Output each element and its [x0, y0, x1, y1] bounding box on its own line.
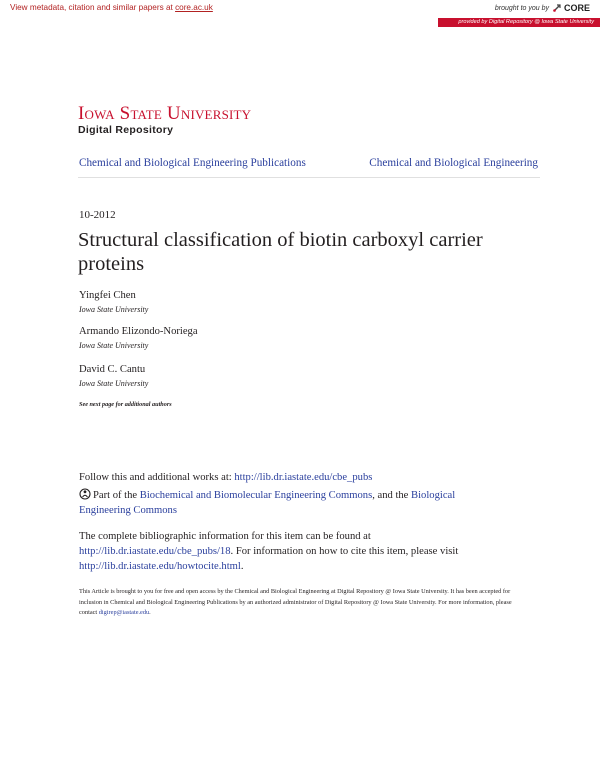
commons-link-biological[interactable]: Biological Engineering Commons	[79, 490, 456, 516]
how-to-cite-link[interactable]: http://lib.dr.iastate.edu/howtocite.html	[79, 561, 241, 572]
access-disclaimer	[79, 587, 524, 619]
citation-prefix: The complete bibliographic information for this item can be found at	[79, 531, 371, 542]
core-logo-icon	[552, 3, 562, 13]
item-link[interactable]: http://lib.dr.iastate.edu/cbe_pubs/18	[79, 546, 231, 557]
author-affiliation: Iowa State University	[79, 341, 149, 350]
collection-link-department[interactable]: Chemical and Biological Engineering	[369, 157, 538, 169]
see-next-page-note: See next page for additional authors	[79, 401, 172, 408]
citation-suffix: .	[240, 561, 244, 572]
follow-line	[79, 472, 372, 483]
commons-network-icon	[79, 488, 91, 500]
collection-link-publications[interactable]: Chemical and Biological Engineering Publications	[79, 157, 306, 169]
citation-info	[79, 529, 514, 574]
divider	[78, 177, 540, 178]
author-name: David C. Cantu	[79, 364, 146, 375]
disclaimer-suffix: .	[149, 609, 151, 617]
paper-title: Structural classification of biotin carboxyl carrier proteins	[78, 229, 483, 275]
follow-text: Follow this and additional works at:	[79, 472, 235, 483]
commons-link-biochemical[interactable]: Biochemical and Biomolecular Engineering Commons	[139, 490, 373, 501]
part-of-line	[79, 488, 509, 518]
core-header-bar	[0, 0, 600, 17]
core-logo-text: CORE	[563, 3, 590, 13]
repository-name: Digital Repository	[78, 124, 174, 136]
provided-by-banner[interactable]: provided by Digital Repository @ Iowa State University	[438, 18, 600, 27]
isu-digital-repository-logo[interactable]	[78, 104, 251, 136]
core-brand[interactable]	[495, 3, 590, 13]
author-name: Yingfei Chen	[79, 290, 136, 301]
part-of-middle: , and the	[372, 490, 412, 501]
contact-email-link[interactable]: digirep@iastate.edu	[98, 609, 150, 617]
citation-middle: . For information on how to cite this item, please visit	[230, 546, 459, 557]
author-affiliation: Iowa State University	[79, 305, 149, 314]
core-metadata-notice	[10, 3, 213, 12]
follow-link[interactable]: http://lib.dr.iastate.edu/cbe_pubs	[234, 472, 373, 483]
core-view-prefix: View metadata, citation and similar papers at	[10, 3, 176, 12]
disclaimer-text: This Article is brought to you for free and open access by the Chemical and Biological Engineering at Digital Repository @ Iowa State University. It has been accepted for inclusion in Chemical and Biological Engineering Publications by an authorized administrator of Digital Repository @ Iowa State University. For more information, please contact	[79, 588, 512, 617]
university-name: Iowa State University	[78, 103, 252, 124]
author-affiliation: Iowa State University	[79, 379, 149, 388]
author-name: Armando Elizondo-Noriega	[79, 326, 198, 337]
core-ac-uk-link[interactable]: core.ac.uk	[175, 3, 213, 12]
brought-by-text: brought to you by	[494, 4, 549, 12]
core-logo	[552, 3, 590, 13]
publication-date: 10-2012	[79, 209, 116, 221]
part-of-prefix: Part of the	[93, 490, 140, 501]
